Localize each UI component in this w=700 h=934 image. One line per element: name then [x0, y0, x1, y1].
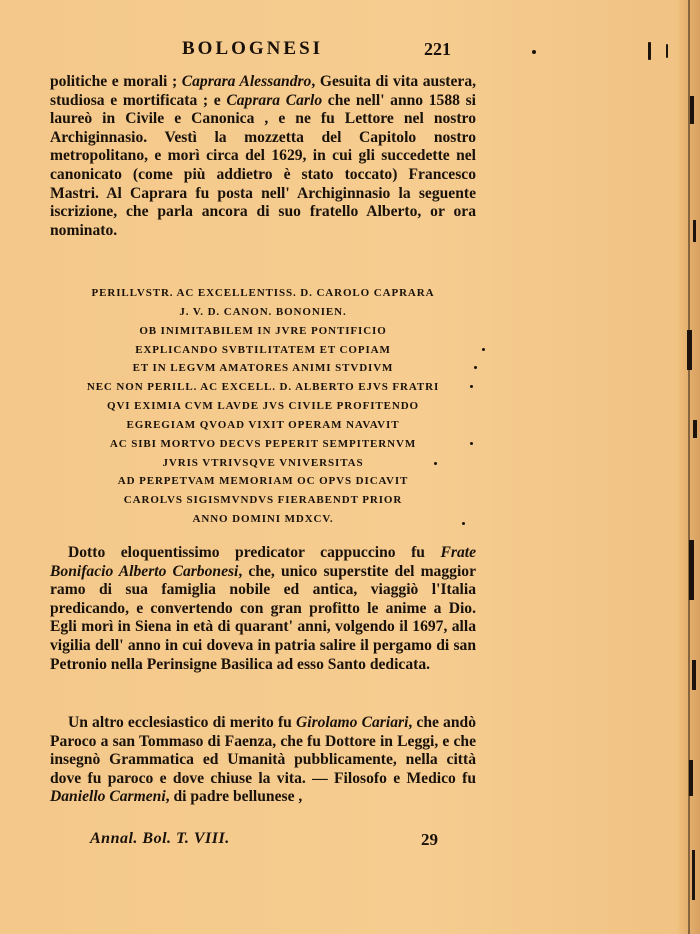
inscription-line: ANNO DOMINI MDXCV.	[192, 513, 334, 526]
inscription-line: CAROLVS SIGISMVNDVS FIERABENDT PRIOR	[123, 494, 403, 507]
print-speck	[666, 44, 668, 58]
print-speck	[470, 385, 473, 388]
inscription-line: EGREGIAM QVOAD VIXIT OPERAM NAVAVIT	[126, 418, 400, 431]
inscription-line: ET IN LEGVM AMATORES ANIMI STVDIVM	[132, 362, 394, 375]
person-name: Girolamo Cariari	[295, 714, 409, 731]
print-speck	[474, 366, 477, 369]
inscription-line: NEC NON PERILL. AC EXCELL. D. ALBERTO EJVS FRATRI	[86, 381, 440, 394]
edge-mark	[693, 220, 696, 242]
edge-mark	[687, 330, 692, 370]
inscription-line: EXPLICANDO SVBTILITATEM ET COPIAM	[135, 343, 391, 356]
person-name: Caprara Carlo	[226, 91, 323, 109]
edge-mark	[692, 850, 695, 900]
person-name: Daniello Carmeni	[50, 788, 166, 806]
paragraph-cariari	[50, 714, 476, 807]
inscription-line: PERILLVSTR. AC EXCELLENTISS. D. CAROLO CAPRARA	[91, 287, 435, 299]
paragraph-caprara	[50, 73, 476, 240]
text-segment: che nell' anno 1588 si laureò in Civile e Canonica , e ne fu Lettore nel nostro Archiginnasio. Vestì la mozzetta del Capitolo nostro metropolitano, e morì circa del 1629, in cui gli succedette nel canonicato (come più addietro è stato toccato) Francesco Mastri. Al Caprara fu posta nell' Archiginnasio la seguente iscrizione, che parla ancora di suo fratello Alberto, or ora nominato.	[50, 91, 476, 239]
signature-mark	[90, 830, 230, 848]
person-name: Caprara Alessandro	[181, 73, 312, 90]
signature-text: Annal. Bol. T. VIII.	[90, 830, 230, 847]
person-name: Frate Bonifacio Alberto Carbonesi	[50, 544, 476, 580]
inscription-line: AC SIBI MORTVO DECVS PEPERIT SEMPITERNVM	[109, 437, 417, 450]
edge-mark	[693, 420, 697, 438]
edge-mark	[692, 660, 696, 690]
text-segment: politiche e morali ;	[50, 73, 182, 90]
print-speck	[532, 50, 536, 54]
paragraph-carbonesi	[50, 544, 476, 674]
edge-mark	[689, 760, 693, 796]
latin-inscription	[50, 284, 476, 529]
text-segment: , che, unico superstite del maggior ramo di sua famiglia nobile ed antica, viaggiò l'Italia predicando, e convertendo con gran profitto le anime a Dio. Egli morì in Siena in età di quarant' anni, volgendo il 1697, alla vigilia dell' anno in cui doveva in patria salire il pergamo di san Petronio nella Perinsigne Basilica ad esso Santo dedicata.	[50, 562, 476, 673]
page-number: 221	[424, 39, 451, 59]
print-speck	[462, 522, 465, 525]
text-segment: , che andò Paroco a san Tommaso di Faenza, che fu Dottore in Leggi, e che insegnò Grammatica ed Umanità pubblicamente, nella città dove fu paroco e dove chiuse la vita. — Filosofo e Medico fu	[50, 714, 476, 787]
edge-mark	[689, 540, 694, 600]
print-speck	[648, 42, 651, 60]
inscription-line: J. V. D. CANON. BONONIEN.	[179, 305, 347, 318]
running-head: BOLOGNESI	[182, 38, 324, 59]
inscription-line: OB INIMITABILEM IN JVRE PONTIFICIO	[139, 324, 387, 337]
text-segment: , Gesuita di vita austera, studiosa e mortificata ; e	[50, 73, 477, 109]
signature-number: 29	[421, 830, 438, 849]
text-segment: Dotto eloquentissimo predicator cappuccino fu	[68, 544, 441, 561]
edge-mark	[690, 96, 694, 124]
text-segment: Un altro ecclesiastico di merito fu	[68, 714, 296, 731]
print-speck	[482, 348, 485, 351]
print-speck	[470, 442, 473, 445]
page-header	[48, 38, 478, 64]
inscription-line: AD PERPETVAM MEMORIAM OC OPVS DICAVIT	[117, 475, 409, 488]
text-segment: , di padre bellunese ,	[165, 788, 303, 806]
inscription-line: QVI EXIMIA CVM LAVDE JVS CIVILE PROFITENDO	[106, 400, 420, 413]
print-speck	[434, 462, 437, 465]
inscription-line: JVRIS VTRIVSQVE VNIVERSITAS	[162, 456, 364, 469]
